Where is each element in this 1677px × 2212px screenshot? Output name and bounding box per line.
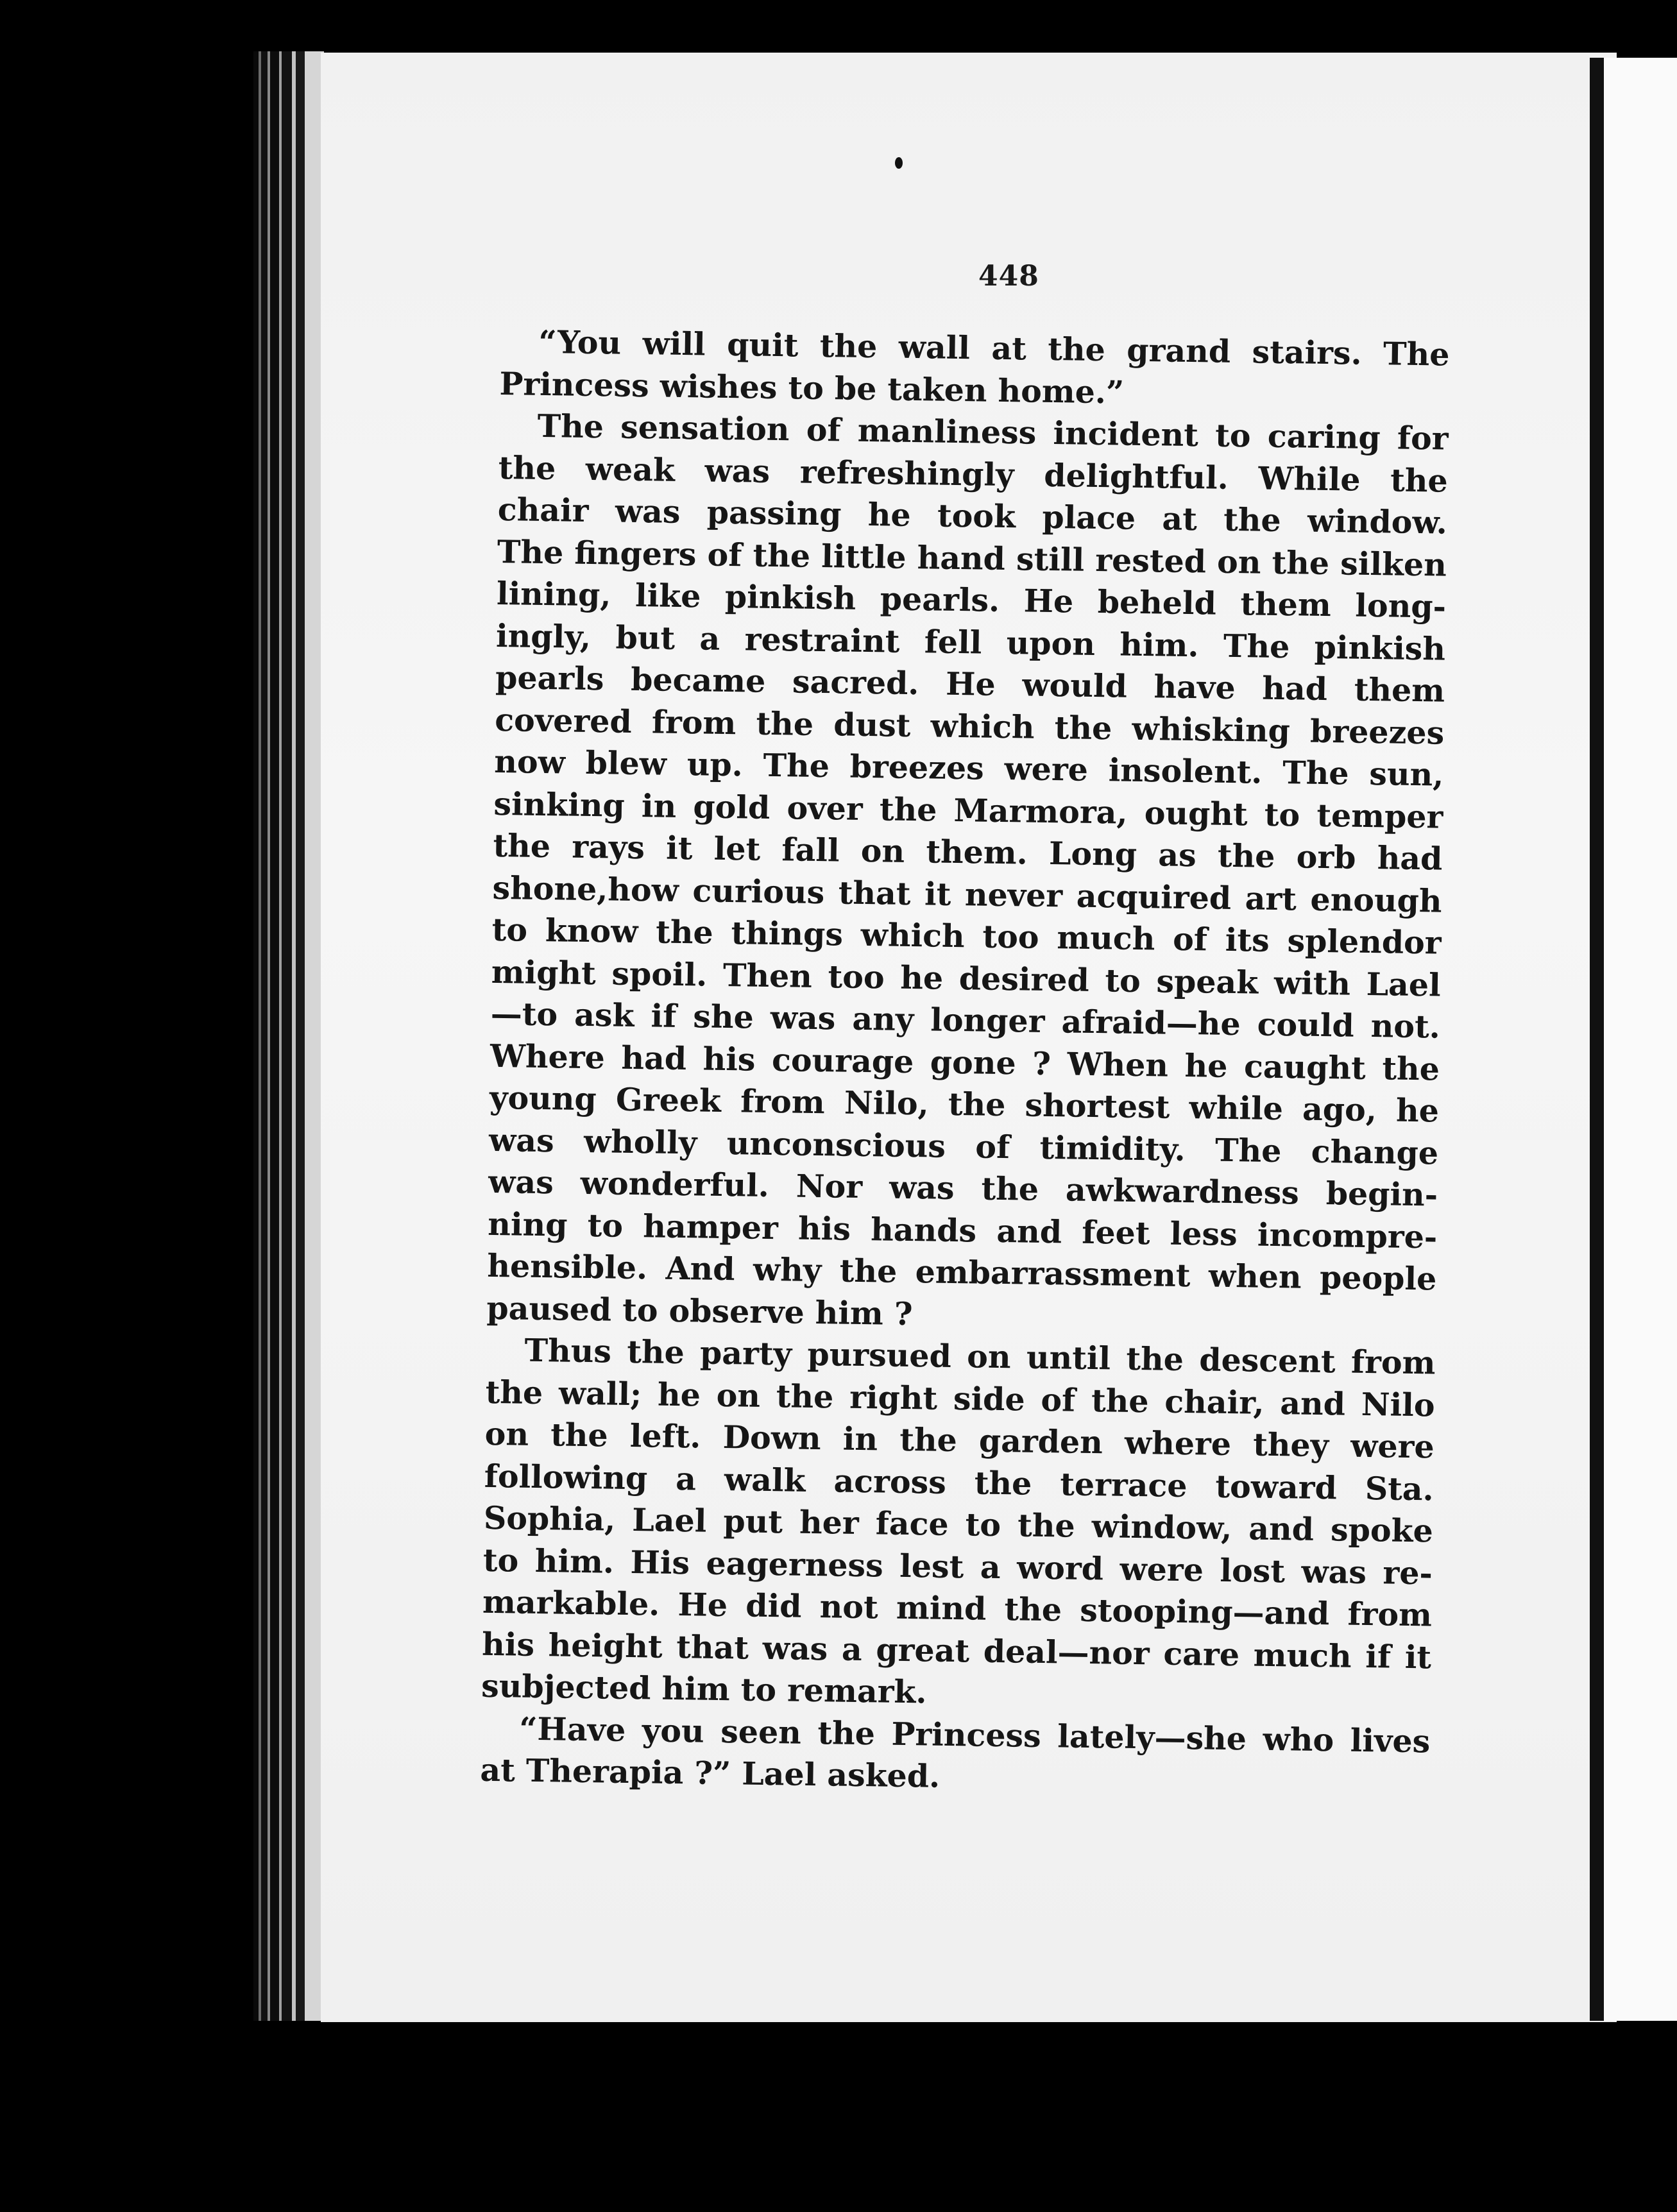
- text-line: his height that was a great deal—nor care much if it: [481, 1625, 1432, 1676]
- text-line: sinking in gold over the Marmora, ought to temper: [493, 785, 1443, 836]
- text-line: “Have you seen the Princess lately—she who lives: [518, 1710, 1431, 1760]
- text-line: to him. His eagerness lest a word were lost was re-: [482, 1541, 1433, 1592]
- text-line: the rays it let fall on them. Long as the orb had: [493, 826, 1443, 878]
- text-line: The fingers of the little hand still rested on the silken: [497, 532, 1447, 584]
- text-line: —to ask if she was any longer afraid—he could not.: [490, 994, 1441, 1046]
- text-line: hensible. And why the embarrassment when people: [487, 1246, 1437, 1298]
- book-binding-edge: [253, 51, 324, 2021]
- text-line: was wonderful. Nor was the awkwardness begin-: [488, 1162, 1438, 1214]
- text-line: The sensation of manliness incident to caring for: [537, 407, 1449, 457]
- facing-page-edge: [1590, 58, 1604, 2021]
- text-line: the wall; he on the right side of the chair, and Nilo: [485, 1373, 1435, 1424]
- text-line: markable. He did not mind the stooping—and from: [482, 1583, 1433, 1634]
- text-line: ning to hamper his hands and feet less incompre-: [487, 1205, 1438, 1256]
- text-line: Where had his courage gone ? When he caught the: [489, 1037, 1440, 1088]
- text-line: to know the things which too much of its splendor: [491, 910, 1442, 962]
- text-line: shone,how curious that it never acquired art enough: [492, 869, 1442, 920]
- text-line: paused to observe him ?: [486, 1289, 914, 1332]
- page-number: 448: [978, 260, 1039, 293]
- text-line: Sophia, Lael put her face to the window, and spoke: [483, 1499, 1434, 1550]
- text-line: following a walk across the terrace toward Sta.: [484, 1457, 1434, 1508]
- text-line: young Greek from Nilo, the shortest while ago, he: [489, 1078, 1440, 1130]
- facing-page-strip: [1604, 58, 1677, 2021]
- text-line: subjected him to remark.: [481, 1667, 927, 1711]
- text-line: covered from the dust which the whisking breezes: [494, 701, 1445, 752]
- text-line: on the left. Down in the garden where they were: [484, 1415, 1435, 1466]
- text-line: “You will quit the wall at the grand stairs. The: [538, 323, 1450, 373]
- text-line: now blew up. The breezes were insolent. The sun,: [494, 742, 1444, 794]
- text-line: lining, like pinkish pearls. He beheld them long-: [496, 574, 1447, 625]
- text-line: was wholly unconscious of timidity. The change: [488, 1121, 1439, 1172]
- text-line: the weak was refreshingly delightful. While the: [498, 448, 1449, 500]
- text-line: at Therapia ?” Lael asked.: [480, 1751, 941, 1795]
- text-line: pearls became sacred. He would have had them: [495, 658, 1445, 710]
- text-line: Princess wishes to be taken home.”: [499, 364, 1125, 411]
- text-line: might spoil. Then too he desired to speak with Lael: [491, 953, 1442, 1004]
- ink-speck: [895, 157, 903, 169]
- text-line: chair was passing he took place at the window.: [497, 490, 1448, 541]
- text-line: ingly, but a restraint fell upon him. The pinkish: [495, 617, 1446, 668]
- body-text: [480, 321, 1450, 1805]
- text-line: Thus the party pursued on until the descent from: [524, 1331, 1436, 1382]
